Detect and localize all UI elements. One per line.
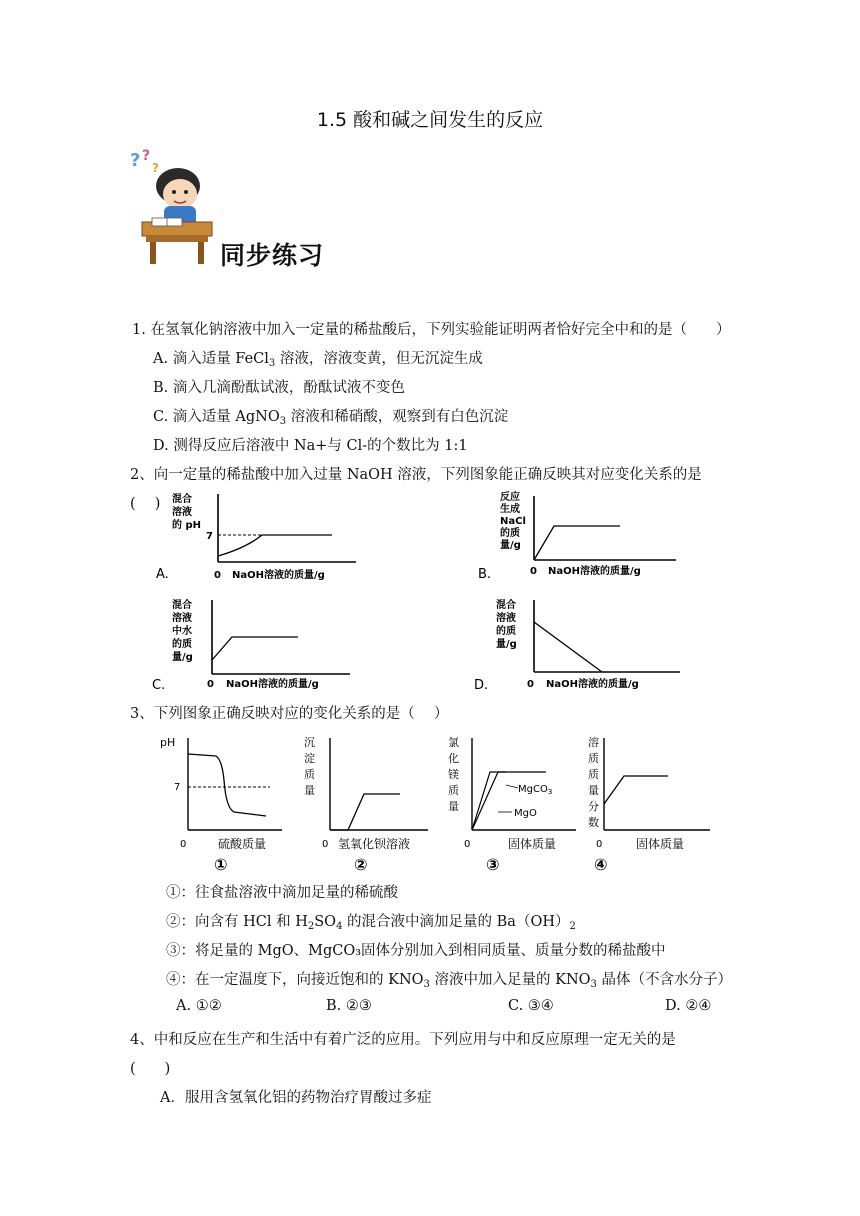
question-3-statement-1: ①：往食盐溶液中滴加足量的稀硫酸: [166, 885, 398, 901]
q3-graph-3: [446, 730, 581, 875]
q2-graph-b-option: B.: [478, 567, 492, 582]
q3-graph-4-ylabel-5: 分: [588, 800, 599, 813]
q2-graph-d-ylabel-3: 的质: [496, 626, 516, 637]
question-4-stem: 4、中和反应在生产和生活中有着广泛的应用。下列应用与中和反应原理一定无关的是: [130, 1032, 676, 1048]
question-3-stem: 3、下列图象正确反映对应的变化关系的是（ ）: [130, 706, 449, 722]
q2-graph-b-ylabel-1: 反应: [500, 492, 520, 503]
q3-graph-3-ylabel-2: 化: [448, 752, 459, 765]
q3-graph-1-ylabel: pH: [160, 736, 176, 749]
question-3-statement-4: ④：在一定温度下，向接近饱和的 $KNO_3$ 溶液中加入足量的 $KNO_3$ 晶体（不含水分子）: [166, 972, 732, 990]
q3-graph-1-number: ①: [214, 855, 228, 874]
q3-graph-2-ylabel-3: 质: [304, 768, 315, 781]
q2-graph-d-origin: 0: [527, 679, 534, 690]
q2-graph-d-ylabel-4: 量/g: [496, 639, 517, 650]
q2-graph-a-curve: [218, 535, 332, 556]
q3-graph-4: [584, 730, 714, 875]
question-1-option-b: B. 滴入几滴酚酞试液，酚酞试液不变色: [153, 380, 405, 396]
q3-graph-1-tick-7: 7: [174, 782, 181, 793]
question-1-stem: 1. 在氢氧化钠溶液中加入一定量的稀盐酸后，下列实验能证明两者恰好完全中和的是（ ）: [132, 322, 731, 338]
q2-graph-c-ylabel-2: 溶液: [172, 613, 192, 624]
section-heading: 同步练习: [220, 241, 325, 270]
q2-graph-c: [150, 594, 380, 694]
question-2-paren: ( ): [130, 496, 161, 512]
q3-graph-2-xlabel: 氢氧化钡溶液: [338, 837, 411, 851]
q3-graph-3-ylabel-5: 量: [448, 800, 459, 813]
q2-graph-c-option: C.: [152, 678, 166, 693]
question-4-paren: ( ): [130, 1061, 171, 1077]
q3-graph-2-origin: 0: [322, 839, 329, 850]
svg-text:?: ?: [130, 150, 141, 171]
q2-graph-a-ylabel-1: 混合: [172, 494, 192, 505]
q2-graph-a-xlabel: NaOH溶液的质量/g: [232, 570, 325, 581]
q3-graph-2: [300, 730, 435, 875]
q2-graph-c-origin: 0: [207, 679, 214, 690]
q2-graph-a-tick-7: 7: [206, 531, 213, 542]
q3-graph-3-ylabel-4: 质: [448, 784, 459, 797]
q2-graph-a-ylabel-3: 的 pH: [172, 520, 202, 531]
q2-graph-b-ylabel-5: 量/g: [500, 540, 521, 551]
q2-graph-d-ylabel-2: 溶液: [496, 613, 516, 624]
q2-graph-a-origin: 0: [214, 570, 221, 581]
question-3-option-d: D. ②④: [665, 998, 712, 1014]
q3-graph-3-xlabel: 固体质量: [508, 837, 557, 851]
q2-graph-a-option: A.: [156, 567, 169, 582]
q3-graph-3-ylabel-1: 氯: [448, 736, 459, 749]
question-3-statement-3: ③：将足量的 MgO、MgCO₃固体分别加入到相同质量、质量分数的稀盐酸中: [166, 943, 666, 959]
q3-graph-3-line-mgco3: [472, 772, 506, 830]
question-4-option-a: A．服用含氢氧化铝的药物治疗胃酸过多症: [160, 1090, 432, 1106]
q2-graph-c-curve: [212, 637, 298, 660]
q3-graph-4-ylabel-1: 溶: [588, 736, 599, 749]
question-3-statement-2: ②：向含有 HCl 和 $H_2SO_4$ 的混合液中滴加足量的 $Ba(OH)_2$: [166, 914, 576, 932]
q2-graph-d-option: D.: [474, 678, 489, 693]
question-1-option-d: D. 测得反应后溶液中 Na+与 Cl-的个数比为 1:1: [153, 438, 468, 454]
q2-graph-a-ylabel-2: 溶液: [172, 507, 192, 518]
q2-graph-b-ylabel-2: 生成: [500, 504, 520, 515]
q2-graph-a: [150, 488, 380, 588]
q3-graph-4-xlabel: 固体质量: [636, 837, 685, 851]
q3-graph-4-curve: [604, 776, 668, 804]
q2-graph-c-ylabel-5: 量/g: [172, 652, 193, 663]
q3-graph-1-xlabel: 硫酸质量: [218, 837, 267, 851]
q3-graph-4-ylabel-6: 数: [588, 816, 599, 829]
q3-graph-3-ylabel-3: 镁: [448, 768, 459, 781]
q2-graph-b-ylabel-3: NaCl: [500, 516, 526, 527]
svg-text:?: ?: [142, 148, 151, 164]
q3-graph-4-ylabel-3: 质: [588, 768, 599, 781]
q2-graph-d: [474, 594, 704, 694]
q2-graph-b: [476, 488, 696, 588]
q3-graph-3-label-mgo: MgO: [514, 808, 537, 819]
q2-graph-d-xlabel: NaOH溶液的质量/g: [546, 679, 639, 690]
q3-graph-2-ylabel-2: 淀: [304, 752, 315, 765]
q3-graph-3-label-mgco3: MgCO$_3$: [518, 784, 553, 796]
q2-graph-c-ylabel-4: 的质: [172, 639, 192, 650]
q3-graph-4-ylabel-4: 量: [588, 784, 599, 797]
question-1-option-c: C. 滴入适量 AgNO$_3$ 溶液和稀硝酸，观察到有白色沉淀: [153, 409, 509, 427]
q3-graph-4-number: ④: [594, 855, 608, 874]
question-3-option-c: C. ③④: [508, 998, 554, 1014]
q2-graph-c-ylabel-3: 中水: [172, 626, 192, 637]
page-title: 1.5 酸和碱之间发生的反应: [316, 109, 544, 131]
q3-graph-2-ylabel-1: 沉: [304, 736, 315, 749]
question-2-stem: 2、向一定量的稀盐酸中加入过量 NaOH 溶液，下列图象能正确反映其对应变化关系的是: [130, 467, 702, 483]
q3-graph-1-origin: 0: [180, 839, 187, 850]
q3-graph-2-ylabel-4: 量: [304, 784, 315, 797]
q3-graph-3-number: ③: [486, 855, 500, 874]
q2-graph-d-curve: [534, 622, 602, 672]
q2-graph-c-xlabel: NaOH溶液的质量/g: [226, 679, 319, 690]
q3-graph-1-curve: [188, 754, 266, 816]
q3-graph-3-origin: 0: [464, 839, 471, 850]
q3-graph-2-curve: [330, 794, 400, 830]
q2-graph-b-xlabel: NaOH溶液的质量/g: [548, 566, 641, 577]
svg-text:?: ?: [152, 161, 159, 175]
q3-graph-4-origin: 0: [596, 839, 603, 850]
q2-graph-d-ylabel-1: 混合: [496, 600, 516, 611]
q3-graph-3-line-mgo: [472, 772, 546, 830]
question-1-option-a: A. 滴入适量 FeCl$_3$ 溶液，溶液变黄，但无沉淀生成: [153, 351, 483, 369]
q2-graph-b-ylabel-4: 的质: [500, 528, 520, 539]
q3-graph-1: [158, 730, 288, 875]
q2-graph-b-origin: 0: [530, 566, 537, 577]
q2-graph-b-curve: [534, 526, 620, 560]
student-studying-illustration: [128, 148, 220, 266]
q2-graph-c-ylabel-1: 混合: [172, 600, 192, 611]
q3-graph-4-ylabel-2: 质: [588, 752, 599, 765]
question-3-option-a: A. ①②: [176, 998, 222, 1014]
q3-graph-2-number: ②: [354, 855, 368, 874]
question-3-option-b: B. ②③: [326, 998, 372, 1014]
